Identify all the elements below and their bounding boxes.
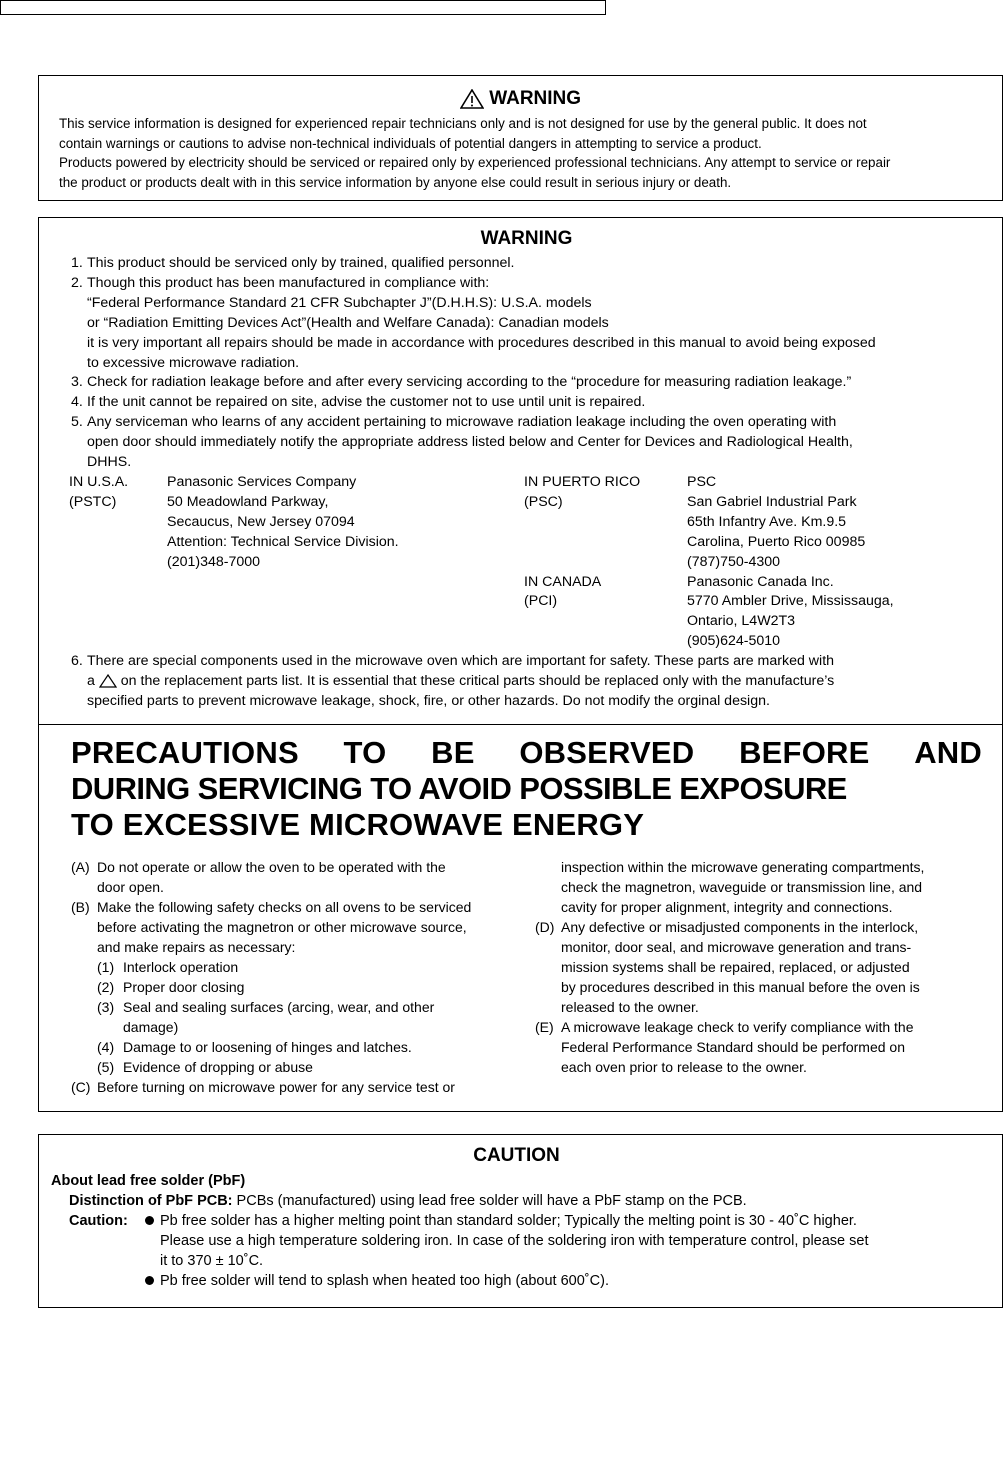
warning-item-6-line: a on the replacement parts list. It is essential that these critical parts should be replaced only with the manufacture’s bbox=[87, 673, 835, 690]
warning-item-3: 3. Check for radiation leakage before and after every servicing according to the “procedure for measuring radiation leakage.” bbox=[71, 374, 852, 391]
warning-2-title: WARNING bbox=[480, 228, 573, 249]
caution-bullet-2: Pb free solder will tend to splash when heated too high (about 600˚C). bbox=[145, 1271, 868, 1291]
precaution-b-sub-3-cont: damage) bbox=[123, 1019, 179, 1035]
precautions-box bbox=[38, 724, 1003, 1112]
caution-box bbox=[38, 1134, 1003, 1308]
precaution-e-line: Federal Performance Standard should be performed on bbox=[561, 1039, 905, 1055]
bullet-icon bbox=[145, 1276, 154, 1285]
warning-line: the product or products dealt with in this service information by anyone else could result in serious injury or death. bbox=[59, 174, 732, 190]
warning-item-2-line: to excessive microwave radiation. bbox=[87, 354, 300, 371]
precaution-c-line: check the magnetron, waveguide or transmission line, and bbox=[561, 879, 923, 895]
caution-bullets: Caution: Pb free solder has a higher melting point than standard solder; Typically the melting point is 30 - 40˚C higher. Please use a high temperature soldering iron. In case of the soldering iron with temperature control, please set it to 370 ± 10˚C. Pb free solder will tend to splash when heated too high (about 600˚C). bbox=[69, 1213, 869, 1289]
caution-bullet-1-line: Please use a high temperature soldering iron. In case of the soldering iron with temperature control, please set bbox=[160, 1233, 869, 1249]
warning-item-5-line: DHHS. bbox=[87, 454, 132, 471]
warning-line: This service information is designed for experienced repair technicians only and is not designed for use by the general public. It does not bbox=[59, 116, 867, 131]
precaution-e-line: each oven prior to release to the owner. bbox=[561, 1059, 807, 1075]
caution-title: CAUTION bbox=[473, 1145, 560, 1166]
precaution-a: (A) Do not operate or allow the oven to be operated with the bbox=[71, 859, 446, 875]
caution-heading: About lead free solder (PbF) bbox=[51, 1173, 246, 1189]
warning-line: Products powered by electricity should be serviced or repaired only by experienced professional technicians. Any attempt to service or repair bbox=[59, 155, 891, 170]
warning-item-4: 4. If the unit cannot be repaired on site, advise the customer not to use until unit is repaired. bbox=[71, 394, 646, 411]
warning-item-2-line: it is very important all repairs should be made in accordance with procedures described in this manual to avoid being exposed bbox=[87, 334, 876, 351]
precaution-c-line: inspection within the microwave generating compartments, bbox=[561, 859, 925, 875]
warning-item-6: 6. There are special components used in the microwave oven which are important for safety. These parts are marked with bbox=[71, 653, 835, 670]
precaution-b-sub-3: (3) Seal and sealing surfaces (arcing, wear, and other bbox=[97, 999, 435, 1015]
precaution-b-sub-1: (1) Interlock operation bbox=[97, 959, 239, 975]
warning-title bbox=[59, 88, 982, 110]
safety-triangle-icon bbox=[99, 674, 117, 688]
usa-label: IN U.S.A. (PSTC) bbox=[69, 473, 129, 510]
warning-item-5: 5. Any serviceman who learns of any accident pertaining to microwave radiation leakage including the oven operating with bbox=[71, 414, 837, 431]
warning-triangle-icon bbox=[460, 89, 484, 109]
warning-item-1: 1. This product should be serviced only by trained, qualified personnel. bbox=[71, 255, 515, 271]
warning-item-6-line: specified parts to prevent microwave leakage, shock, fire, or other hazards. Do not modify the orginal design. bbox=[87, 692, 770, 709]
pr-ca-labels: IN PUERTO RICO (PSC) IN CANADA (PCI) bbox=[524, 473, 641, 610]
precaution-d: (D) Any defective or misadjusted components in the interlock, bbox=[535, 919, 919, 935]
precaution-b-sub-5: (5) Evidence of dropping or abuse bbox=[97, 1059, 313, 1075]
precautions-right-column bbox=[535, 857, 965, 1097]
precaution-c-line: cavity for proper alignment, integrity and connections. bbox=[561, 899, 893, 915]
warning-item-2-line: “Federal Performance Standard 21 CFR Subchapter J”(D.H.H.S): U.S.A. models bbox=[87, 294, 592, 311]
precaution-b-line: and make repairs as necessary: bbox=[97, 939, 296, 955]
service-warning-box bbox=[38, 217, 1003, 725]
bullet-icon bbox=[145, 1216, 154, 1225]
general-warning-box bbox=[38, 75, 1003, 201]
warning-line: contain warnings or cautions to advise non-technical individuals of potential dangers in attempting to service a product. bbox=[59, 135, 762, 151]
precaution-d-line: released to the owner. bbox=[561, 999, 699, 1015]
pr-ca-address: PSC San Gabriel Industrial Park 65th Infantry Ave. Km.9.5 Carolina, Puerto Rico 00985 (787)750-4300 Panasonic Canada Inc. 5770 Ambler Drive, Mississauga, Ontario, L4W2T3 (905)624-5010 bbox=[687, 473, 894, 650]
caution-bullet-1-line: it to 370 ± 10˚C. bbox=[160, 1253, 264, 1269]
precaution-c: (C) Before turning on microwave power for any service test or bbox=[71, 1079, 455, 1095]
address-block bbox=[69, 473, 982, 652]
precaution-d-line: monitor, door seal, and microwave generation and trans- bbox=[561, 939, 912, 955]
precautions-title-line2: DURING SERVICING TO AVOID POSSIBLE EXPOSURE bbox=[71, 771, 847, 806]
precaution-d-line: by procedures described in this manual before the oven is bbox=[561, 979, 920, 995]
precaution-b-sub-2: (2) Proper door closing bbox=[97, 979, 245, 995]
precautions-columns bbox=[71, 857, 982, 1097]
precautions-title-line3: TO EXCESSIVE MICROWAVE ENERGY bbox=[71, 807, 645, 842]
precaution-b: (B) Make the following safety checks on all ovens to be serviced bbox=[71, 899, 472, 915]
precautions-left-column bbox=[71, 857, 521, 1097]
precaution-e: (E) A microwave leakage check to verify compliance with the bbox=[535, 1019, 914, 1035]
pbf-distinction: Distinction of PbF PCB: PCBs (manufactured) using lead free solder will have a PbF stamp on the PCB. bbox=[69, 1193, 747, 1209]
precaution-b-line: before activating the magnetron or other microwave source, bbox=[97, 919, 467, 935]
caution-bullet-1: Pb free solder has a higher melting point than standard solder; Typically the melting point is 30 - 40˚C higher. bbox=[145, 1211, 868, 1231]
precaution-b-sub-4: (4) Damage to or loosening of hinges and latches. bbox=[97, 1039, 412, 1055]
usa-address: Panasonic Services Company 50 Meadowland Parkway, Secaucus, New Jersey 07094 Attention: Technical Service Division. (201)348-7000 bbox=[167, 473, 399, 570]
precaution-a-line: door open. bbox=[97, 879, 164, 895]
header-box bbox=[0, 0, 606, 15]
precaution-d-line: mission systems shall be repaired, replaced, or adjusted bbox=[561, 959, 910, 975]
warning-item-5-line: open door should immediately notify the appropriate address listed below and Center for Devices and Radiological Health, bbox=[87, 434, 853, 451]
warning-item-2: 2. Though this product has been manufactured in compliance with: bbox=[71, 274, 490, 291]
warning-title-text: WARNING bbox=[489, 88, 582, 109]
warning-item-2-line: or “Radiation Emitting Devices Act”(Health and Welfare Canada): Canadian models bbox=[87, 314, 609, 331]
precautions-title-line1: PRECAUTIONS TO BE OBSERVED BEFORE AND bbox=[71, 735, 982, 770]
